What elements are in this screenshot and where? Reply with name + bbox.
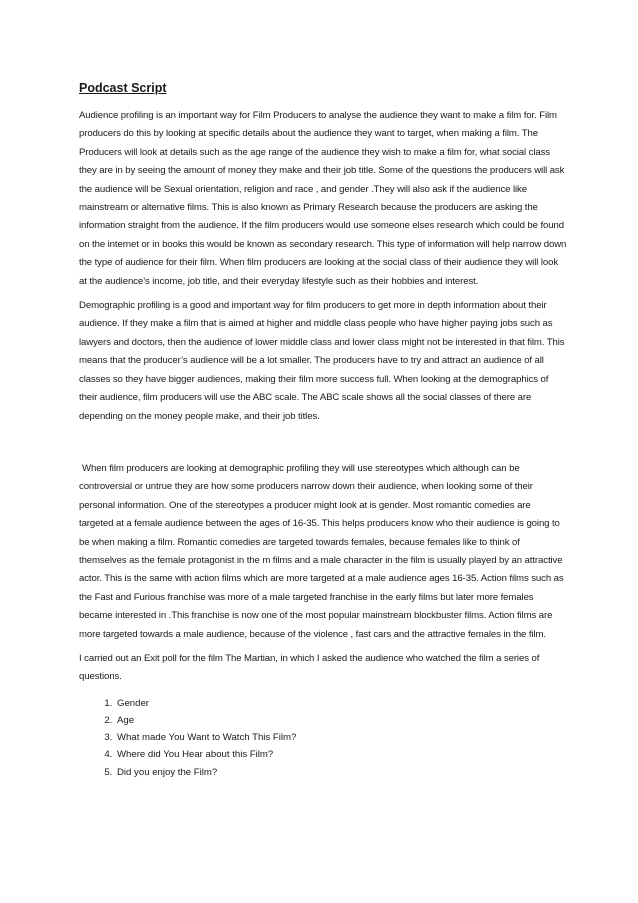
list-item: 5. Did you enjoy the Film? xyxy=(115,764,567,781)
paragraph-stereotypes: When film producers are looking at demographic profiling they will use stereotypes which although can be controversial or untrue they are how some producers narrow down their audience, when looking some of their personal information. One of the stereotypes a producer might look at is gender. Most romantic comedies are targeted at a female audience between the ages of 16-35. This helps producers know who their audience is going to be when making a film. Romantic comedies are targeted towards females, because females like to think of themselves as the female protagonist in the m films and a male character in the film is usually played by an attractive actor. This is the same with action films which are more targeted at a male audience ages 16-35. Action films such as the Fast and Furious franchise was more of a male targeted franchise in the early films but later more females became interested in .This franchise is now one of the most popular mainstream blockbuster films. Action films are more targeted towards a male audience, because of the violence , fast cars and the attractive females in the film. xyxy=(79,462,564,640)
paragraph-demographic-profiling: Demographic profiling is a good and important way for film producers to get more in depth information about their audience. If they make a film that is aimed at higher and middle class people who have higher paying jobs such as lawyers and doctors, then the audience of lower middle class and lower class might not be interested in that film. This means that the producer’s audience will be a lot smaller. The producers have to try and attract an audience of all classes so they have bigger audiences, making their film more success full. When looking at the demographics of their audience, film producers will use the ABC scale. The ABC scale shows all the social classes of there are depending on the money people make, and their job titles. xyxy=(79,300,565,422)
paragraph-exit-poll: I carried out an Exit poll for the film The Martian, in which I asked the audience who watched the film a series of questions. xyxy=(79,652,540,683)
list-item: 3. What made You Want to Watch This Film? xyxy=(115,729,567,746)
paragraph-spacer xyxy=(79,432,567,460)
list-item: 1. Gender xyxy=(115,695,567,712)
paragraph-audience-profiling: Audience profiling is an important way for Film Producers to analyse the audience they want to make a film for. Film producers do this by looking at specific details about the audience they want to target, when making a film. The Producers will look at details such as the age range of the audience they wish to make a film for, what social class they are in by seeing the amount of money they make and their job title. Some of the questions the producers will ask the audience will be Sexual orientation, religion and race , and gender .They will also ask if the audience like mainstream or alternative films. This is also known as Primary Research because the producers are asking the information straight from the audience. If the film producers would use someone elses research which could be found on the internet or in books this would be known as secondary research. This type of information will help narrow down the type of audience for their film. When film producers are looking at the social class of their audience they will look at the audience’s income, job title, and their everyday lifestyle such as their hobbies and interest. xyxy=(79,110,567,287)
document-body xyxy=(79,79,567,781)
question-list xyxy=(79,695,567,781)
list-item: 4. Where did You Hear about this Film? xyxy=(115,746,567,763)
document-title: Podcast Script xyxy=(79,81,167,95)
list-item: 2. Age xyxy=(115,712,567,729)
